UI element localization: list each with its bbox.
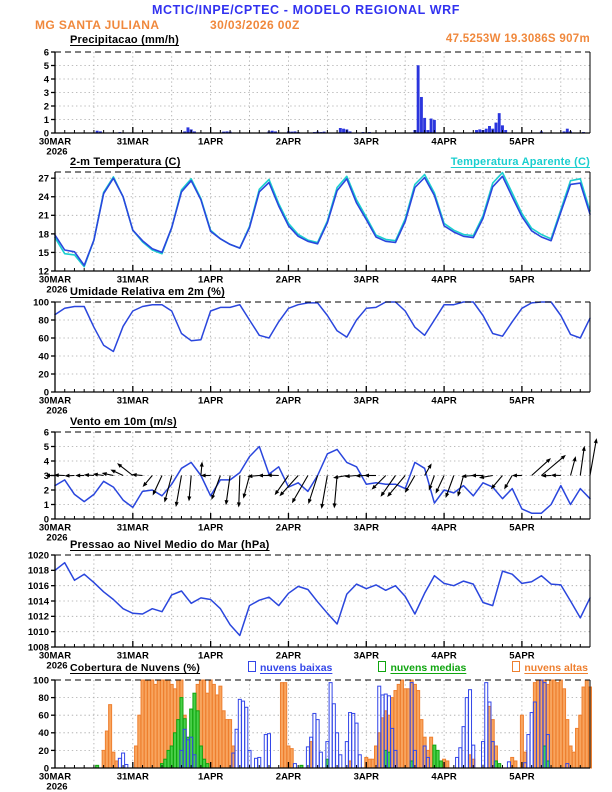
svg-text:4: 4 bbox=[43, 456, 49, 468]
svg-text:6: 6 bbox=[43, 47, 49, 59]
svg-text:31MAR: 31MAR bbox=[116, 650, 149, 662]
svg-text:40: 40 bbox=[38, 351, 49, 363]
svg-text:4APR: 4APR bbox=[431, 522, 457, 534]
svg-text:0: 0 bbox=[43, 128, 49, 140]
svg-text:1014: 1014 bbox=[27, 596, 49, 608]
svg-text:80: 80 bbox=[38, 693, 49, 704]
svg-text:30MAR: 30MAR bbox=[38, 650, 72, 662]
svg-text:1APR: 1APR bbox=[197, 522, 224, 534]
svg-text:3APR: 3APR bbox=[353, 136, 379, 148]
svg-text:24: 24 bbox=[38, 192, 49, 204]
svg-text:30MAR: 30MAR bbox=[38, 274, 72, 286]
svg-text:18: 18 bbox=[38, 229, 49, 241]
svg-text:31MAR: 31MAR bbox=[116, 395, 149, 407]
svg-text:40: 40 bbox=[38, 728, 49, 740]
svg-text:4APR: 4APR bbox=[431, 771, 457, 783]
svg-text:1018: 1018 bbox=[27, 565, 49, 577]
panel-title-precipitacao: Precipitacao (mm/h) bbox=[70, 34, 179, 46]
app-title: MCTIC/INPE/CPTEC - MODELO REGIONAL WRF bbox=[152, 3, 460, 17]
svg-text:2026: 2026 bbox=[46, 532, 68, 544]
svg-text:2026: 2026 bbox=[46, 284, 68, 296]
location-label: 47.5253W 19.3086S 907m bbox=[445, 33, 590, 45]
svg-text:5APR: 5APR bbox=[509, 650, 535, 662]
svg-text:2: 2 bbox=[43, 485, 49, 497]
legend-item-nuvens-altas: nuvens altas bbox=[512, 661, 588, 674]
svg-text:1008: 1008 bbox=[27, 642, 49, 654]
svg-text:3APR: 3APR bbox=[353, 650, 379, 662]
svg-text:1APR: 1APR bbox=[197, 136, 224, 148]
svg-text:5APR: 5APR bbox=[509, 522, 535, 534]
svg-text:4APR: 4APR bbox=[431, 395, 457, 407]
svg-text:0: 0 bbox=[43, 763, 49, 775]
panel-title-pressao: Pressao ao Nivel Medio do Mar (hPa) bbox=[70, 539, 270, 551]
svg-text:2026: 2026 bbox=[46, 146, 68, 158]
svg-text:6: 6 bbox=[43, 427, 49, 439]
svg-text:80: 80 bbox=[38, 315, 49, 327]
svg-text:5: 5 bbox=[43, 441, 49, 453]
panel-title-temperatura: 2-m Temperatura (C) bbox=[70, 156, 181, 168]
svg-text:2: 2 bbox=[43, 101, 49, 113]
svg-text:1: 1 bbox=[43, 499, 49, 511]
svg-text:4: 4 bbox=[43, 74, 49, 86]
svg-text:20: 20 bbox=[38, 745, 49, 757]
svg-text:2026: 2026 bbox=[46, 660, 68, 672]
svg-text:1APR: 1APR bbox=[197, 395, 224, 407]
legend-item-nuvens-baixas: nuvens baixas bbox=[248, 661, 332, 674]
svg-text:4APR: 4APR bbox=[431, 136, 457, 148]
svg-text:31MAR: 31MAR bbox=[116, 136, 149, 148]
svg-text:1APR: 1APR bbox=[197, 771, 224, 783]
svg-text:20: 20 bbox=[38, 369, 49, 381]
svg-text:27: 27 bbox=[38, 173, 49, 185]
panel-title-umidade: Umidade Relativa em 2m (%) bbox=[70, 286, 225, 298]
station-label: MG SANTA JULIANA bbox=[35, 18, 160, 32]
svg-text:1APR: 1APR bbox=[197, 274, 224, 286]
svg-text:0: 0 bbox=[43, 387, 49, 399]
svg-text:2APR: 2APR bbox=[275, 395, 302, 407]
svg-text:5APR: 5APR bbox=[509, 136, 535, 148]
svg-text:100: 100 bbox=[33, 297, 49, 309]
svg-text:2APR: 2APR bbox=[275, 771, 302, 783]
svg-text:15: 15 bbox=[38, 247, 49, 259]
svg-text:30MAR: 30MAR bbox=[38, 522, 72, 534]
svg-text:5: 5 bbox=[43, 60, 49, 72]
svg-text:1010: 1010 bbox=[27, 627, 49, 639]
panel-title-vento: Vento em 10m (m/s) bbox=[70, 416, 177, 428]
svg-text:1012: 1012 bbox=[27, 611, 49, 623]
panel-title-temperatura-aparente: Temperatura Aparente (C) bbox=[450, 156, 590, 168]
svg-text:0: 0 bbox=[43, 514, 49, 526]
svg-text:30MAR: 30MAR bbox=[38, 771, 72, 783]
svg-text:12: 12 bbox=[38, 266, 49, 278]
svg-text:1016: 1016 bbox=[27, 581, 49, 593]
svg-text:5APR: 5APR bbox=[509, 771, 535, 783]
svg-text:3APR: 3APR bbox=[353, 771, 379, 783]
svg-text:2026: 2026 bbox=[46, 781, 68, 792]
svg-text:2APR: 2APR bbox=[275, 274, 302, 286]
legend-item-nuvens-medias: nuvens medias bbox=[378, 661, 466, 674]
svg-text:2026: 2026 bbox=[46, 405, 68, 417]
svg-text:60: 60 bbox=[38, 333, 49, 345]
panel-title-nuvens: Cobertura de Nuvens (%) bbox=[70, 662, 201, 674]
svg-text:31MAR: 31MAR bbox=[116, 522, 149, 534]
svg-text:1020: 1020 bbox=[27, 550, 49, 562]
svg-text:2APR: 2APR bbox=[275, 522, 302, 534]
svg-text:5APR: 5APR bbox=[509, 395, 535, 407]
svg-text:3: 3 bbox=[43, 470, 49, 482]
svg-text:100: 100 bbox=[33, 675, 49, 687]
svg-text:3APR: 3APR bbox=[353, 395, 379, 407]
svg-text:60: 60 bbox=[38, 710, 49, 722]
svg-text:4APR: 4APR bbox=[431, 650, 457, 662]
svg-text:3: 3 bbox=[43, 87, 49, 99]
svg-text:5APR: 5APR bbox=[509, 274, 535, 286]
svg-text:30MAR: 30MAR bbox=[38, 136, 72, 148]
svg-text:1: 1 bbox=[43, 114, 49, 126]
svg-text:2APR: 2APR bbox=[275, 136, 302, 148]
svg-text:4APR: 4APR bbox=[431, 274, 457, 286]
svg-text:31MAR: 31MAR bbox=[116, 771, 149, 783]
svg-text:31MAR: 31MAR bbox=[116, 274, 149, 286]
svg-text:21: 21 bbox=[38, 210, 49, 222]
svg-text:3APR: 3APR bbox=[353, 522, 379, 534]
svg-text:2APR: 2APR bbox=[275, 650, 302, 662]
svg-text:3APR: 3APR bbox=[353, 274, 379, 286]
svg-text:30MAR: 30MAR bbox=[38, 395, 72, 407]
svg-text:1APR: 1APR bbox=[197, 650, 224, 662]
run-datetime-label: 30/03/2026 00Z bbox=[210, 18, 300, 32]
